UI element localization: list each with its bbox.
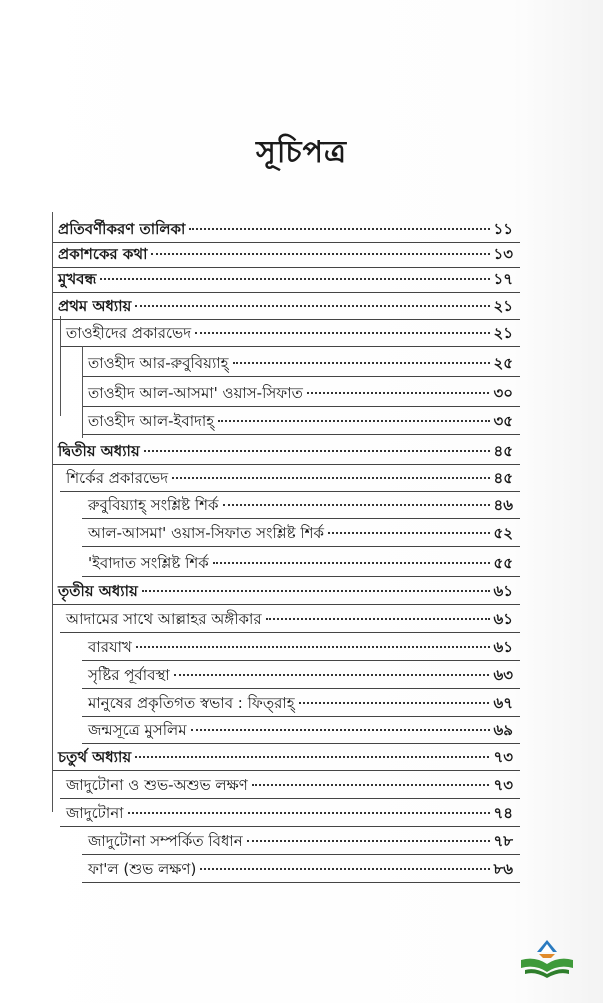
toc-entry (58, 440, 513, 462)
row-divider (60, 346, 520, 347)
toc-entry-page: ৬১ (493, 638, 513, 656)
toc-entry-title: আদামের সাথে আল্লাহর অঙ্গীকার (66, 610, 262, 628)
toc-entry-page: ৭৮ (493, 832, 513, 850)
dot-leader (195, 332, 489, 334)
toc-entry-title: 'ইবাদাত সংশ্লিষ্ট শির্ক (88, 554, 209, 572)
dot-leader (100, 278, 489, 280)
dot-leader (128, 812, 490, 814)
toc-entry-title: তাওহীদ আর-রুবুবিয়্যাহ্ (88, 354, 229, 372)
toc-entry-page: ৬৩ (493, 666, 513, 684)
dot-leader (144, 450, 490, 452)
vertical-guide (60, 316, 61, 416)
row-divider (60, 798, 520, 799)
dot-leader (218, 420, 489, 422)
toc-entry (58, 580, 513, 602)
row-divider (82, 688, 520, 689)
toc-entry-title: সৃষ্টির পূর্বাবস্থা (88, 666, 170, 684)
row-divider (82, 854, 520, 855)
toc-entry (58, 243, 513, 265)
row-divider (82, 406, 520, 407)
toc-entry (88, 410, 513, 432)
toc-entry-page: ৫২ (493, 524, 513, 542)
toc-entry-page: ৩০ (493, 384, 513, 402)
toc-entry-title: জাদুটোনা ও শুভ-অশুভ লক্ষণ (66, 776, 248, 794)
row-divider (82, 716, 520, 717)
toc-entry-page: ২৫ (493, 354, 513, 372)
dot-leader (174, 674, 490, 676)
toc-entry-page: ২১ (493, 297, 513, 315)
toc-entry-page: ৭৩ (493, 748, 513, 766)
toc-entry (88, 830, 513, 852)
row-divider (82, 518, 520, 519)
dot-leader (200, 868, 489, 870)
toc-entry (88, 494, 513, 516)
toc-entry-title: চতুর্থ অধ্যায় (58, 748, 132, 766)
toc-entry-page: ৪৬ (493, 496, 513, 514)
toc-entry (88, 692, 513, 714)
vertical-guide (82, 346, 83, 438)
row-divider (82, 660, 520, 661)
toc-entry-title: তাওহীদ আল-ইবাদাহ্ (88, 412, 215, 430)
toc-entry (66, 467, 513, 489)
toc-entry-title: জন্মসূত্রে মুসলিম (88, 721, 187, 739)
toc-entry (58, 295, 513, 317)
row-divider (82, 376, 520, 377)
dot-leader (223, 504, 490, 506)
toc-entry-title: ফা'ল (শুভ লক্ষণ) (88, 860, 197, 878)
dot-leader (252, 784, 490, 786)
row-divider (60, 826, 520, 827)
toc-entry (58, 268, 513, 290)
row-divider (52, 604, 520, 605)
row-divider (52, 292, 520, 293)
toc-entry-page: ৬৯ (493, 721, 513, 739)
toc-entry-title: প্রকাশকের কথা (58, 245, 148, 263)
row-divider (52, 464, 520, 465)
toc-entry-title: তাওহীদ আল-আসমা' ওয়াস-সিফাত (88, 384, 303, 402)
toc-entry-title: আল-আসমা' ওয়াস-সিফাত সংশ্লিষ্ট শির্ক (88, 524, 325, 542)
dot-leader (328, 532, 489, 534)
toc-entry-page: ২১ (493, 324, 513, 342)
dot-leader (247, 840, 490, 842)
toc-entry-title: প্রথম অধ্যায় (58, 297, 132, 315)
toc-entry-page: ১৭ (493, 270, 513, 288)
dot-leader (172, 477, 489, 479)
toc-entry-page: ৩৫ (493, 412, 513, 430)
dot-leader (135, 305, 489, 307)
dot-leader (151, 253, 489, 255)
row-divider (82, 576, 520, 577)
toc-entry-title: রুবুবিয়্যাহ্ সংশ্লিষ্ট শির্ক (88, 496, 219, 514)
toc-entry (88, 719, 513, 741)
toc-entry-title: শির্কের প্রকারভেদ (66, 469, 169, 487)
toc-entry-title: মানুষের প্রকৃতিগত স্বভাব : ফিত্‌রাহ্ (88, 694, 295, 712)
row-divider (60, 632, 520, 633)
toc-entry-title: তাওহীদের প্রকারভেদ (66, 324, 192, 342)
vertical-guide (52, 212, 53, 812)
publisher-book-logo-icon (517, 938, 577, 982)
toc-entry-page: ৬১ (493, 610, 513, 628)
toc-entry (88, 522, 513, 544)
dot-leader (142, 590, 490, 592)
toc-entry (88, 552, 513, 574)
dot-leader (266, 618, 490, 620)
toc-entry (88, 352, 513, 374)
dot-leader (213, 562, 490, 564)
row-divider (82, 743, 520, 744)
toc-entry-page: ৫৫ (493, 554, 513, 572)
toc-entry-title: প্রতিবর্ণীকরণ তালিকা (58, 220, 186, 238)
row-divider (82, 434, 520, 435)
toc-entry-page: ৭৩ (493, 776, 513, 794)
row-divider (52, 770, 520, 771)
toc-entry (66, 608, 513, 630)
row-divider (82, 546, 520, 547)
toc-entry-page: ৮৬ (493, 860, 513, 878)
row-divider (52, 319, 520, 320)
dot-leader (307, 392, 490, 394)
toc-entry-page: ৬৭ (493, 694, 513, 712)
dot-leader (189, 228, 489, 230)
dot-leader (135, 756, 489, 758)
toc-entry-page: ৪৫ (493, 469, 513, 487)
toc-entry (66, 774, 513, 796)
toc-entry-page: ৭৪ (493, 804, 513, 822)
toc-entry-title: মুখবন্ধ (58, 270, 97, 288)
dot-leader (233, 362, 490, 364)
dot-leader (299, 702, 490, 704)
toc-entry (66, 322, 513, 344)
toc-entry (66, 802, 513, 824)
toc-entry-page: ৬১ (493, 582, 513, 600)
toc-entry-title: জাদুটোনা (66, 804, 124, 822)
toc-entry-title: দ্বিতীয় অধ্যায় (58, 442, 140, 460)
toc-entry (88, 664, 513, 686)
toc-entry-page: ১১ (493, 220, 513, 238)
toc-entry (58, 218, 513, 240)
toc-entry-title: বারযাখ (88, 638, 132, 656)
toc-entry (88, 636, 513, 658)
row-divider (82, 882, 520, 883)
toc-entry-page: ১৩ (493, 245, 513, 263)
dot-leader (136, 646, 490, 648)
toc-entry (88, 382, 513, 404)
toc-entry-page: ৪৫ (493, 442, 513, 460)
toc-entry (88, 858, 513, 880)
toc-entry-title: জাদুটোনা সম্পর্কিত বিধান (88, 832, 243, 850)
toc-entry-title: তৃতীয় অধ্যায় (58, 582, 138, 600)
row-divider (60, 491, 520, 492)
page-title: সূচিপত্র (256, 135, 347, 170)
toc-entry (58, 746, 513, 768)
dot-leader (191, 729, 490, 731)
